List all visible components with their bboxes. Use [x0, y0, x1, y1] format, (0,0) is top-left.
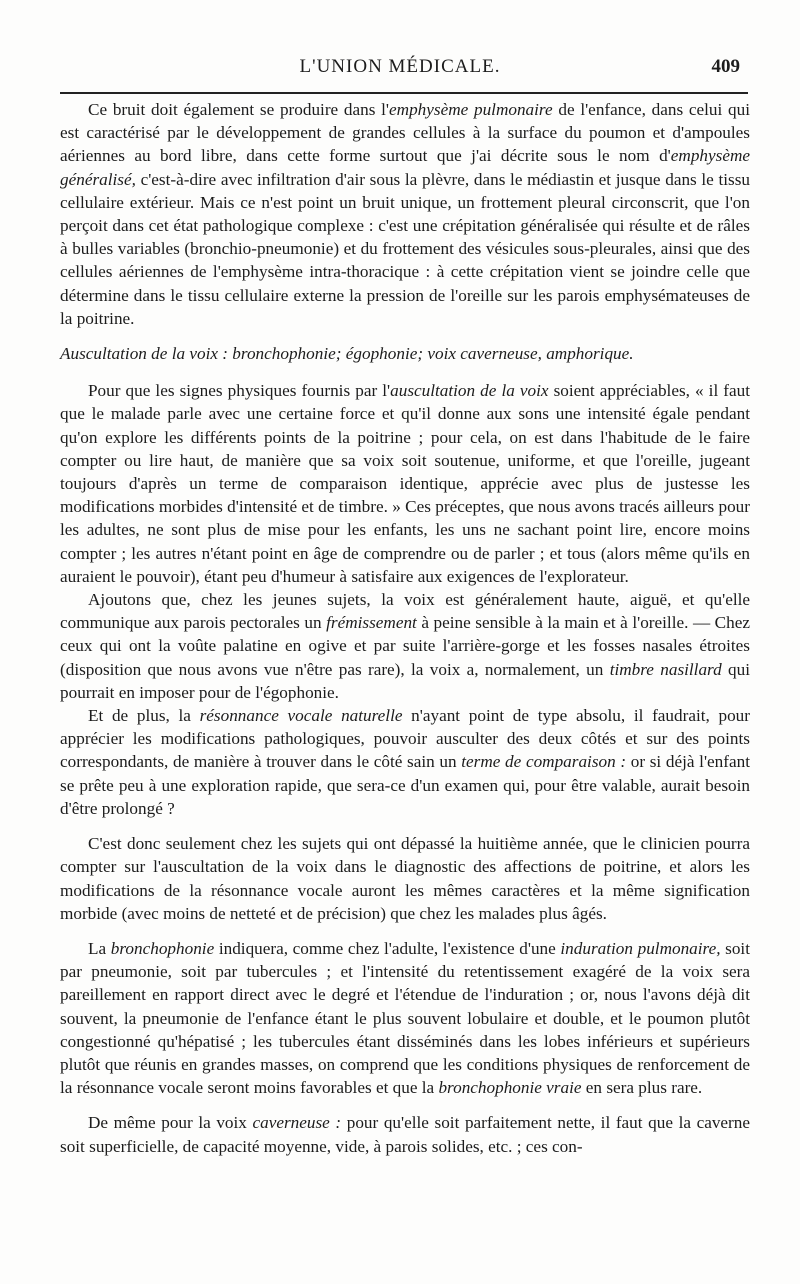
paragraph-caverneuse [60, 1111, 750, 1157]
page-number: 409 [711, 56, 740, 77]
text-run: en sera plus rare. [581, 1078, 703, 1098]
italic-term: caverneuse : [252, 1113, 342, 1133]
text-run: qui pourrait en imposer pour de l'égophonie. [60, 659, 750, 702]
text-run: C'est donc seulement chez les sujets qui ont dépassé la huitième année, que le clinicien pourra compter sur l'auscultation de la voix dans le diagnostic des affections de poitrine, et alors les modifications de la résonnance vocale auront les mêmes caractères et la même signification morbide (avec moins de netteté et de précision) que chez les malades plus âgés. [60, 834, 750, 923]
text-run: pour qu'elle soit parfaitement nette, il faut que la caverne soit superficielle, de capacité moyenne, vide, à parois solides, etc. ; ces con- [60, 1113, 750, 1156]
italic-term: emphysème généralisé, [60, 146, 750, 189]
text-run: Ajoutons que, chez les jeunes sujets, la voix est généralement haute, aiguë, et qu'elle communique aux parois pectorales un [60, 590, 750, 633]
header-rule [60, 92, 748, 94]
italic-term: frémissement [326, 613, 417, 633]
paragraph-bronchophonie [60, 937, 750, 1099]
text-run: De même pour la voix [88, 1113, 253, 1133]
text-run: de l'enfance, dans celui qui est caractérisé par le développement de grandes cellules à la surface du poumon et d'ampoules aériennes au bord libre, dans cette forme surtout que j'ai décrite sous le nom d' [60, 100, 751, 166]
paragraph-resonnance [60, 704, 750, 820]
text-run: c'est-à-dire avec infiltration d'air sous la plèvre, dans le médiastin et jusque dans le tissu cellulaire extérieur. Mais ce n'est point un bruit unique, un frottement pleural circonscrit, que l'on perçoit dans cet état pathologique complexe : c'est une crépitation généralisée qui résulte et de râles à bulles variables (bronchio-pneumonie) et du frottement des vésicules sous-pleurales, ainsi que des cellules aériennes de l'emphysème intra-thoracique : à cette crépitation vient se joindre celle que détermine dans le tissu cellulaire externe la pression de l'oreille sur les parois emphysémateuses de la poitrine. [60, 169, 750, 328]
paragraph-auscultation [60, 379, 750, 588]
section-heading: Auscultation de la voix : bronchophonie; égophonie; voix caverneuse, amphorique. [60, 344, 634, 364]
text-run: soit par pneumonie, soit par tubercules ; et l'intensité du retentissement exagéré de la voix sera pareillement en rapport direct avec le degré et l'étendue de l'induration ; or, nous l'avons déjà dit souvent, la pneumonie de l'enfance étant le plus souvent lobulaire et double, et le poumon plutôt congestionné qu'hépatisé ; les tubercules étant disséminés dans les lobes inférieurs et supérieurs plutôt que réunis en grandes masses, on comprend que les conditions physiques de renforcement de la résonnance vocale seront moins favorables et que la [60, 938, 750, 1098]
text-run: soient appréciables, « il faut que le malade parle avec une certaine force et qu'il donne aux sons une intensité égale pendant qu'on explore les différents points de la poitrine ; pour cela, on est dans l'habitude de le faire compter ou lire haut, de manière que sa voix soit soutenue, uniforme, et que l'oreille, jugeant toujours d'après un terme de comparaison identique, apprécie avec plus de justesse les modifications morbides d'intensité et de timbre. » Ces préceptes, que nous avons tracés ailleurs pour les adultes, ne sont plus de mise pour les enfants, les uns ne sachant point lire, encore moins compter ; les autres n'étant point en âge de comprendre ou de parler ; et tous (alors même qu'ils en auraient le pouvoir), étant peu d'humeur à satisfaire aux exigences de l'explorateur. [60, 381, 751, 586]
text-run: Pour que les signes physiques fournis par l' [88, 381, 391, 401]
paragraph-huitieme-annee [60, 832, 750, 925]
body-text [60, 98, 750, 1158]
italic-term: bronchophonie vraie [438, 1078, 582, 1098]
text-run: indiquera, comme chez l'adulte, l'existence d'une [214, 938, 561, 958]
italic-term: auscultation de la voix [390, 381, 549, 401]
paragraph-emphyseme [60, 98, 750, 330]
running-title: L'UNION MÉDICALE. [299, 56, 501, 77]
italic-term: bronchophonie [110, 938, 215, 958]
page-header [60, 56, 740, 86]
text-run: Et de plus, la [88, 706, 200, 726]
italic-term: timbre nasillard [609, 659, 722, 679]
paragraph-ajoutons [60, 588, 750, 704]
italic-term: terme de comparaison : [461, 752, 627, 772]
text-run: Ce bruit doit également se produire dans l' [88, 100, 390, 119]
text-run: or si déjà l'enfant se prête peu à une exploration rapide, que sera-ce d'un examen qui, pour être valable, aurait besoin d'être prolongé ? [60, 752, 750, 818]
italic-term: résonnance vocale naturelle [199, 706, 403, 726]
text-run: n'ayant point de type absolu, il faudrait, pour apprécier les modifications pathologiques, pouvoir ausculter des deux côtés et sur des points correspondants, de manière à trouver dans le côté sain un [60, 706, 750, 772]
text-run: La [88, 938, 111, 958]
text-run: à peine sensible à la main et à l'oreille. — Chez ceux qui ont la voûte palatine en ogive et par suite l'arrière-gorge et les fosses nasales étroites (disposition que nous avons vue n'être pas rare), la voix a, normalement, un [60, 613, 750, 679]
italic-term: induration pulmonaire, [560, 938, 721, 958]
italic-term: emphysème pulmonaire [389, 100, 553, 119]
